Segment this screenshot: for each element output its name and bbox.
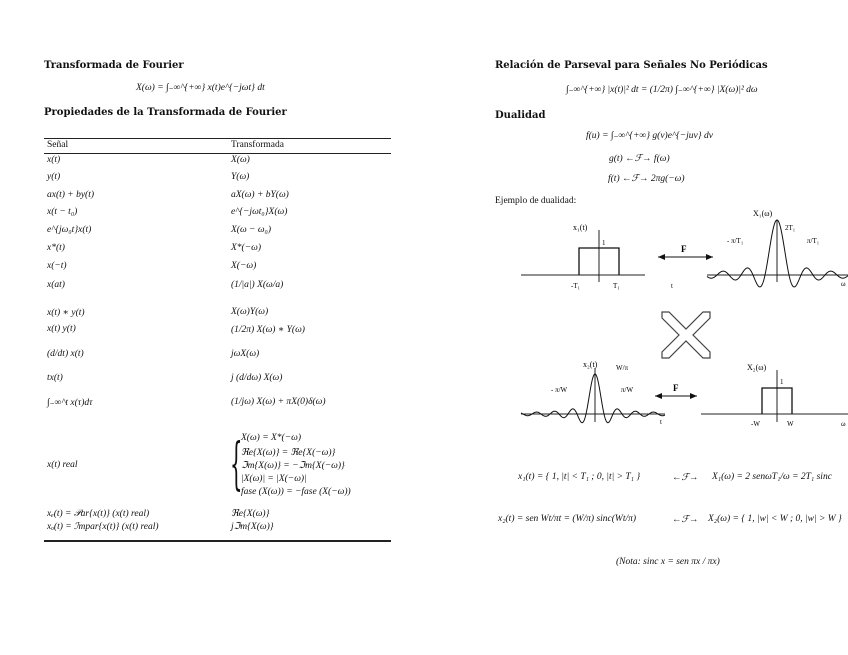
pair2-arrow: ←ℱ→ (672, 515, 699, 525)
table-row-signal: tx(t) (47, 373, 63, 383)
pair1-signal: x₁(t) = { 1, |t| < T₁ ; 0, |t| > T₁ } (518, 472, 641, 482)
duality-example-title: Ejemplo de dualidad: (495, 196, 577, 206)
X1-zero-pos-label: π/T₁ (807, 237, 820, 245)
pair1-transform: X₁(ω) = 2 senωT₁/ω = 2T₁ sinc (712, 472, 832, 482)
x1-rect-plot (521, 223, 673, 290)
duality-pair-2: f(t) ←ℱ→ 2πg(−ω) (608, 174, 685, 184)
x2-peak-label: W/π (616, 364, 629, 372)
duality-figure (495, 200, 848, 430)
X1-zero-neg-label: - π/T₁ (727, 237, 744, 245)
duality-pair-1: g(t) ←ℱ→ f(ω) (609, 154, 670, 164)
table-row-signal: x(t) (47, 155, 61, 165)
fourier-transform-formula: X(ω) = ∫₋∞^{+∞} x(t)e^{−jωt} dt (136, 83, 265, 93)
table-row-transform: (1/2π) X(ω) ∗ Y(ω) (231, 325, 305, 335)
table-row-signal: x(t − t₀) (47, 207, 78, 217)
x2-label: x₂(t) (583, 360, 598, 369)
table-header-rule (44, 153, 391, 154)
table-row-signal: x*(t) (47, 243, 65, 253)
table-row-transform: jωX(ω) (231, 349, 260, 359)
table-row-transform: aX(ω) + bY(ω) (231, 190, 289, 200)
transform-arrow-bottom (655, 383, 697, 399)
table-row-signal: ax(t) + by(t) (47, 190, 95, 200)
real-property-line: |X(ω)| = |X(−ω)| (241, 473, 307, 484)
X2-label: X₂(ω) (747, 363, 767, 372)
table-row-signal: y(t) (47, 172, 61, 182)
table-row-signal: x(t) y(t) (47, 324, 76, 334)
x1-height-label: 1 (602, 239, 606, 247)
table-top-rule (44, 138, 391, 139)
table-row-transform: X(ω) (231, 155, 250, 165)
t-axis-label-bottom: t (660, 418, 662, 426)
duality-definition: f(u) = ∫₋∞^{+∞} g(v)e^{−juv} dv (586, 131, 713, 141)
even-part-signal: xₑ(t) = 𝒫ar{x(t)} (x(t) real) (47, 509, 150, 519)
real-property-line: fase (X(ω)) = −fase (X(−ω)) (241, 487, 351, 497)
table-row-signal: e^{jω₀t}x(t) (47, 225, 92, 235)
F-label-top: F (681, 244, 687, 254)
X2-neg-label: -W (751, 420, 760, 428)
table-row-signal: (d/dt) x(t) (47, 349, 84, 359)
real-property-line: ℑm{X(ω)} = −ℑm{X(−ω)} (241, 461, 345, 471)
X2-pos-label: W (787, 420, 794, 428)
sinc-note: (Nota: sinc x = sen πx / πx) (616, 557, 720, 567)
X2-height-label: 1 (780, 378, 784, 386)
F-label-bottom: F (673, 383, 679, 393)
even-part-transform: ℜe{X(ω)} (231, 509, 270, 519)
duality-title: Dualidad (495, 110, 546, 121)
omega-axis-label-bottom: ω (841, 420, 846, 428)
parseval-formula: ∫₋∞^{+∞} |x(t)|² dt = (1/2π) ∫₋∞^{+∞} |X(ω)|² dω (566, 85, 758, 95)
table-row-transform: j (d/dω) X(ω) (231, 373, 283, 383)
table-row-transform: X(−ω) (231, 261, 257, 271)
pair2-signal: x₂(t) = sen Wt/πt = (W/π) sinc(Wt/π) (498, 514, 637, 524)
x1-pos-label: T₁ (613, 282, 620, 290)
table-row-transform: X(ω)Y(ω) (231, 307, 269, 317)
table-row-signal: ∫₋∞^t x(τ)dτ (47, 398, 93, 408)
properties-title: Propiedades de la Transformada de Fourier (44, 107, 287, 118)
col-header-transform: Transformada (231, 140, 284, 150)
table-row-transform: X(ω − ω₀) (231, 225, 272, 235)
omega-axis-label-top: ω (841, 280, 846, 288)
table-row-transform: (1/jω) X(ω) + πX(0)δ(ω) (231, 397, 326, 407)
transform-arrow-top (658, 244, 713, 260)
x2-zero-pos-label: π/W (621, 386, 634, 394)
table-row-transform: e^{−jωt₀}X(ω) (231, 207, 288, 217)
real-property-line: X(ω) = X*(−ω) (241, 433, 301, 443)
pair2-transform: X₂(ω) = { 1, |w| < W ; 0, |w| > W } (708, 514, 842, 524)
table-row-signal: x(t) ∗ y(t) (47, 308, 85, 318)
parseval-title: Relación de Parseval para Señales No Periódicas (495, 60, 768, 71)
x1-neg-label: -T₁ (571, 282, 581, 290)
X2-rect-plot (701, 363, 848, 428)
X1-label: X₁(ω) (753, 209, 773, 218)
real-signal-label: x(t) real (47, 460, 78, 470)
table-bottom-rule (44, 540, 391, 542)
odd-part-signal: xₒ(t) = ℐmpar{x(t)} (x(t) real) (47, 522, 159, 532)
duality-cross-arrows (662, 312, 710, 358)
col-header-signal: Señal (47, 140, 69, 150)
t-axis-label-top: t (671, 282, 673, 290)
table-row-transform: (1/|a|) X(ω/a) (231, 280, 284, 290)
X1-peak-label: 2T₁ (785, 224, 796, 232)
real-brace: { (230, 432, 243, 497)
x2-sinc-plot (521, 360, 665, 426)
odd-part-transform: jℑm{X(ω)} (231, 522, 274, 532)
real-property-line: ℜe{X(ω)} = ℜe{X(−ω)} (241, 447, 336, 458)
table-row-signal: x(at) (47, 280, 65, 290)
X1-sinc-plot (707, 209, 848, 288)
table-row-signal: x(−t) (47, 261, 67, 271)
table-row-transform: Y(ω) (231, 172, 250, 182)
fourier-transform-title: Transformada de Fourier (44, 60, 184, 71)
x1-label: x₁(t) (573, 223, 588, 232)
pair1-arrow: ←ℱ→ (672, 473, 699, 483)
table-row-transform: X*(−ω) (231, 243, 261, 253)
x2-zero-neg-label: - π/W (551, 386, 568, 394)
